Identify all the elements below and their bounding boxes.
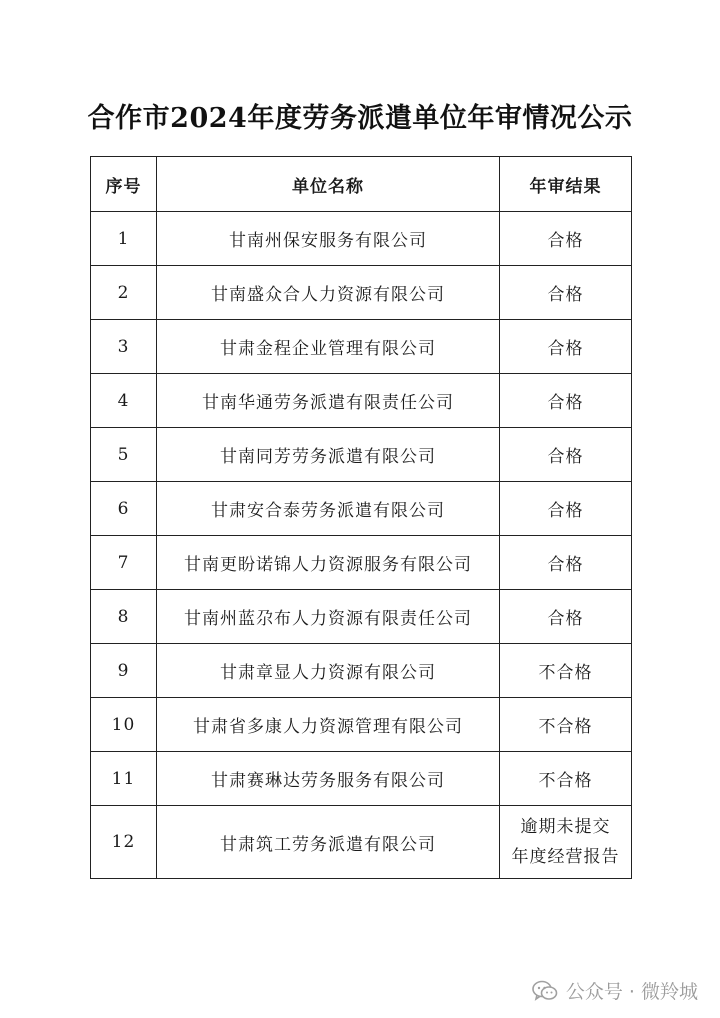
- row-unit-name: 甘肃赛琳达劳务服务有限公司: [157, 752, 500, 806]
- row-index: 4: [91, 374, 157, 428]
- header-unit-name: 单位名称: [157, 157, 500, 212]
- row-unit-name: 甘南更盼诺锦人力资源服务有限公司: [157, 536, 500, 590]
- header-result: 年审结果: [500, 157, 632, 212]
- row-result: [500, 806, 632, 879]
- row-index: 9: [91, 644, 157, 698]
- row-unit-name: 甘南州蓝尕布人力资源有限责任公司: [157, 590, 500, 644]
- row-unit-name: 甘南同芳劳务派遣有限公司: [157, 428, 500, 482]
- page-title: 合作市2024年度劳务派遣单位年审情况公示: [87, 103, 633, 134]
- table-row: [91, 590, 632, 644]
- row-unit-name: 甘南华通劳务派遣有限责任公司: [157, 374, 500, 428]
- table-row: [91, 428, 632, 482]
- row-result: 合格: [500, 482, 632, 536]
- row-unit-name: 甘南州保安服务有限公司: [157, 212, 500, 266]
- table-row: [91, 806, 632, 879]
- row-index: 11: [91, 752, 157, 806]
- row-result: 合格: [500, 590, 632, 644]
- table-row: [91, 482, 632, 536]
- row-unit-name: 甘肃章显人力资源有限公司: [157, 644, 500, 698]
- table-row: [91, 644, 632, 698]
- row-index: 3: [91, 320, 157, 374]
- row-unit-name: 甘肃金程企业管理有限公司: [157, 320, 500, 374]
- row-result: 合格: [500, 374, 632, 428]
- row-result: 不合格: [500, 644, 632, 698]
- row-result: 不合格: [500, 698, 632, 752]
- row-index: 1: [91, 212, 157, 266]
- table-row: [91, 752, 632, 806]
- row-index: 6: [91, 482, 157, 536]
- row-result: 合格: [500, 266, 632, 320]
- row-index: 8: [91, 590, 157, 644]
- row-unit-name: 甘肃安合泰劳务派遣有限公司: [157, 482, 500, 536]
- row-index: 7: [91, 536, 157, 590]
- row-index: 5: [91, 428, 157, 482]
- row-result-line: 年度经营报告: [511, 847, 620, 867]
- table-header-row: [91, 157, 632, 212]
- row-result-line: 逾期未提交: [520, 817, 611, 837]
- row-result: 合格: [500, 428, 632, 482]
- wechat-icon: [532, 980, 558, 1002]
- table-row: [91, 698, 632, 752]
- header-index: 序号: [91, 157, 157, 212]
- table-row: [91, 266, 632, 320]
- row-result: 合格: [500, 320, 632, 374]
- row-index: 10: [91, 698, 157, 752]
- table-row: [91, 212, 632, 266]
- source-watermark: [532, 977, 698, 1004]
- row-unit-name: 甘肃筑工劳务派遣有限公司: [157, 806, 500, 879]
- row-unit-name: 甘肃省多康人力资源管理有限公司: [157, 698, 500, 752]
- row-result: 合格: [500, 212, 632, 266]
- table-row: [91, 536, 632, 590]
- row-result: 不合格: [500, 752, 632, 806]
- annual-review-table: [90, 156, 632, 879]
- table-row: [91, 320, 632, 374]
- row-unit-name: 甘南盛众合人力资源有限公司: [157, 266, 500, 320]
- watermark-text: 公众号 · 微羚城: [565, 981, 698, 1003]
- table-row: [91, 374, 632, 428]
- row-index: 2: [91, 266, 157, 320]
- row-index: 12: [91, 806, 157, 879]
- row-result: 合格: [500, 536, 632, 590]
